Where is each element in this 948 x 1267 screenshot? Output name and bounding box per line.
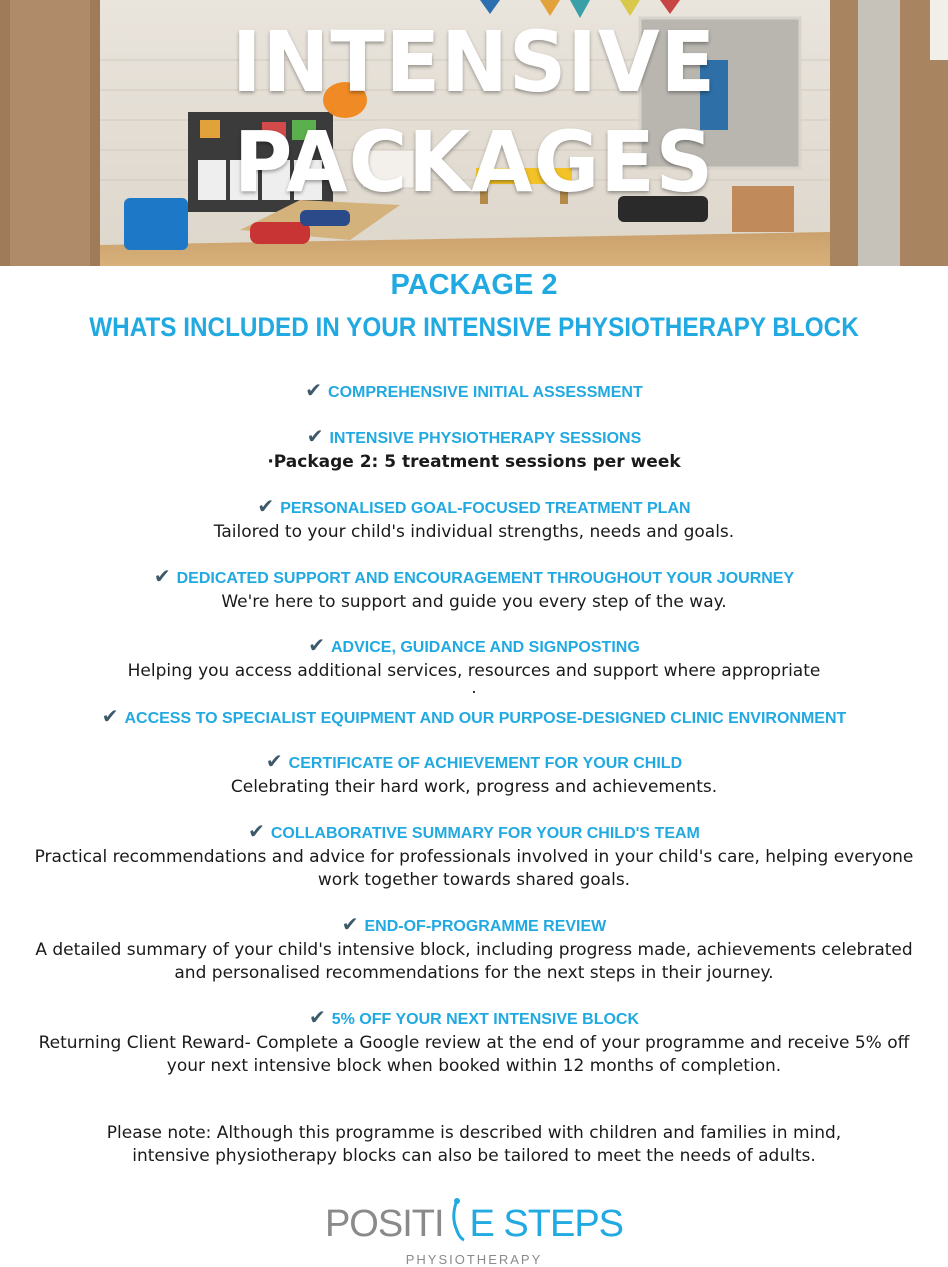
- item-description: ·Package 2: 5 treatment sessions per week: [267, 452, 681, 472]
- list-item: [0, 1005, 948, 1078]
- check-icon: ✔: [153, 564, 171, 588]
- item-description: Returning Client Reward- Complete a Google review at the end of your programme and receive 5% off your next intensive block when booked within 12 months of completion.: [38, 1033, 910, 1076]
- package-subtitle: WHATS INCLUDED IN YOUR INTENSIVE PHYSIOTHERAPY BLOCK: [89, 312, 859, 342]
- logo-subtitle: PHYSIOTHERAPY: [405, 1252, 543, 1267]
- item-description: Tailored to your child's individual strengths, needs and goals.: [213, 522, 735, 542]
- hero-banner: [0, 0, 948, 266]
- item-description: Practical recommendations and advice for professionals involved in your child's care, helping everyone work together towards shared goals.: [34, 847, 914, 890]
- item-title: ✔ 5% OFF YOUR NEXT INTENSIVE BLOCK: [308, 1005, 640, 1029]
- positive-steps-logo: [0, 1196, 948, 1266]
- item-title: ✔ ADVICE, GUIDANCE AND SIGNPOSTING: [308, 633, 640, 657]
- item-title: ✔ DEDICATED SUPPORT AND ENCOURAGEMENT THROUGHOUT YOUR JOURNEY: [153, 564, 795, 588]
- list-item: [0, 704, 948, 731]
- item-title: ✔ COLLABORATIVE SUMMARY FOR YOUR CHILD'S TEAM: [248, 819, 700, 843]
- check-icon: ✔: [248, 819, 265, 843]
- figure-icon: [444, 1196, 470, 1242]
- item-description: We're here to support and guide you every step of the way.: [221, 592, 727, 612]
- list-item: [0, 424, 948, 474]
- list-item: [0, 494, 948, 544]
- check-icon: ✔: [341, 912, 359, 936]
- adults-note: Please note: Although this programme is described with children and families in mind, intensive physiotherapy blocks can also be tailored to meet the needs of adults.: [106, 1123, 842, 1166]
- item-title: ✔ END-OF-PROGRAMME REVIEW: [341, 912, 607, 936]
- check-icon: ✔: [306, 424, 324, 448]
- check-icon: ✔: [308, 633, 325, 657]
- item-title: ✔ PERSONALISED GOAL-FOCUSED TREATMENT PLAN: [257, 494, 691, 518]
- list-item: [0, 564, 948, 614]
- logo-wordmark: POSITI E STEPS: [0, 1196, 948, 1249]
- item-description: Helping you access additional services, resources and support where appropriate: [127, 661, 821, 681]
- item-description: Celebrating their hard work, progress and achievements.: [230, 777, 718, 797]
- check-icon: ✔: [257, 494, 275, 518]
- list-item: [0, 378, 948, 405]
- check-icon: ✔: [265, 749, 283, 773]
- check-icon: ✔: [101, 704, 119, 728]
- list-item: [0, 749, 948, 799]
- item-title: ✔ CERTIFICATE OF ACHIEVEMENT FOR YOUR CHILD: [265, 749, 683, 773]
- list-item: [0, 633, 948, 698]
- package-title: PACKAGE 2: [390, 269, 558, 301]
- item-title: ✔ INTENSIVE PHYSIOTHERAPY SESSIONS: [306, 424, 642, 448]
- item-title: ✔ ACCESS TO SPECIALIST EQUIPMENT AND OUR PURPOSE-DESIGNED CLINIC ENVIRONMENT: [101, 704, 847, 728]
- list-item: [0, 819, 948, 892]
- item-description: A detailed summary of your child's intensive block, including progress made, achievements celebrated and personalised recommendations for the next steps in their journey.: [35, 940, 913, 983]
- hero-title: INTENSIVE PACKAGES: [231, 13, 717, 211]
- item-description-dot: .: [471, 678, 477, 698]
- check-icon: ✔: [305, 378, 323, 402]
- item-title: ✔ COMPREHENSIVE INITIAL ASSESSMENT: [305, 378, 643, 402]
- check-icon: ✔: [308, 1005, 326, 1029]
- list-item: [0, 912, 948, 985]
